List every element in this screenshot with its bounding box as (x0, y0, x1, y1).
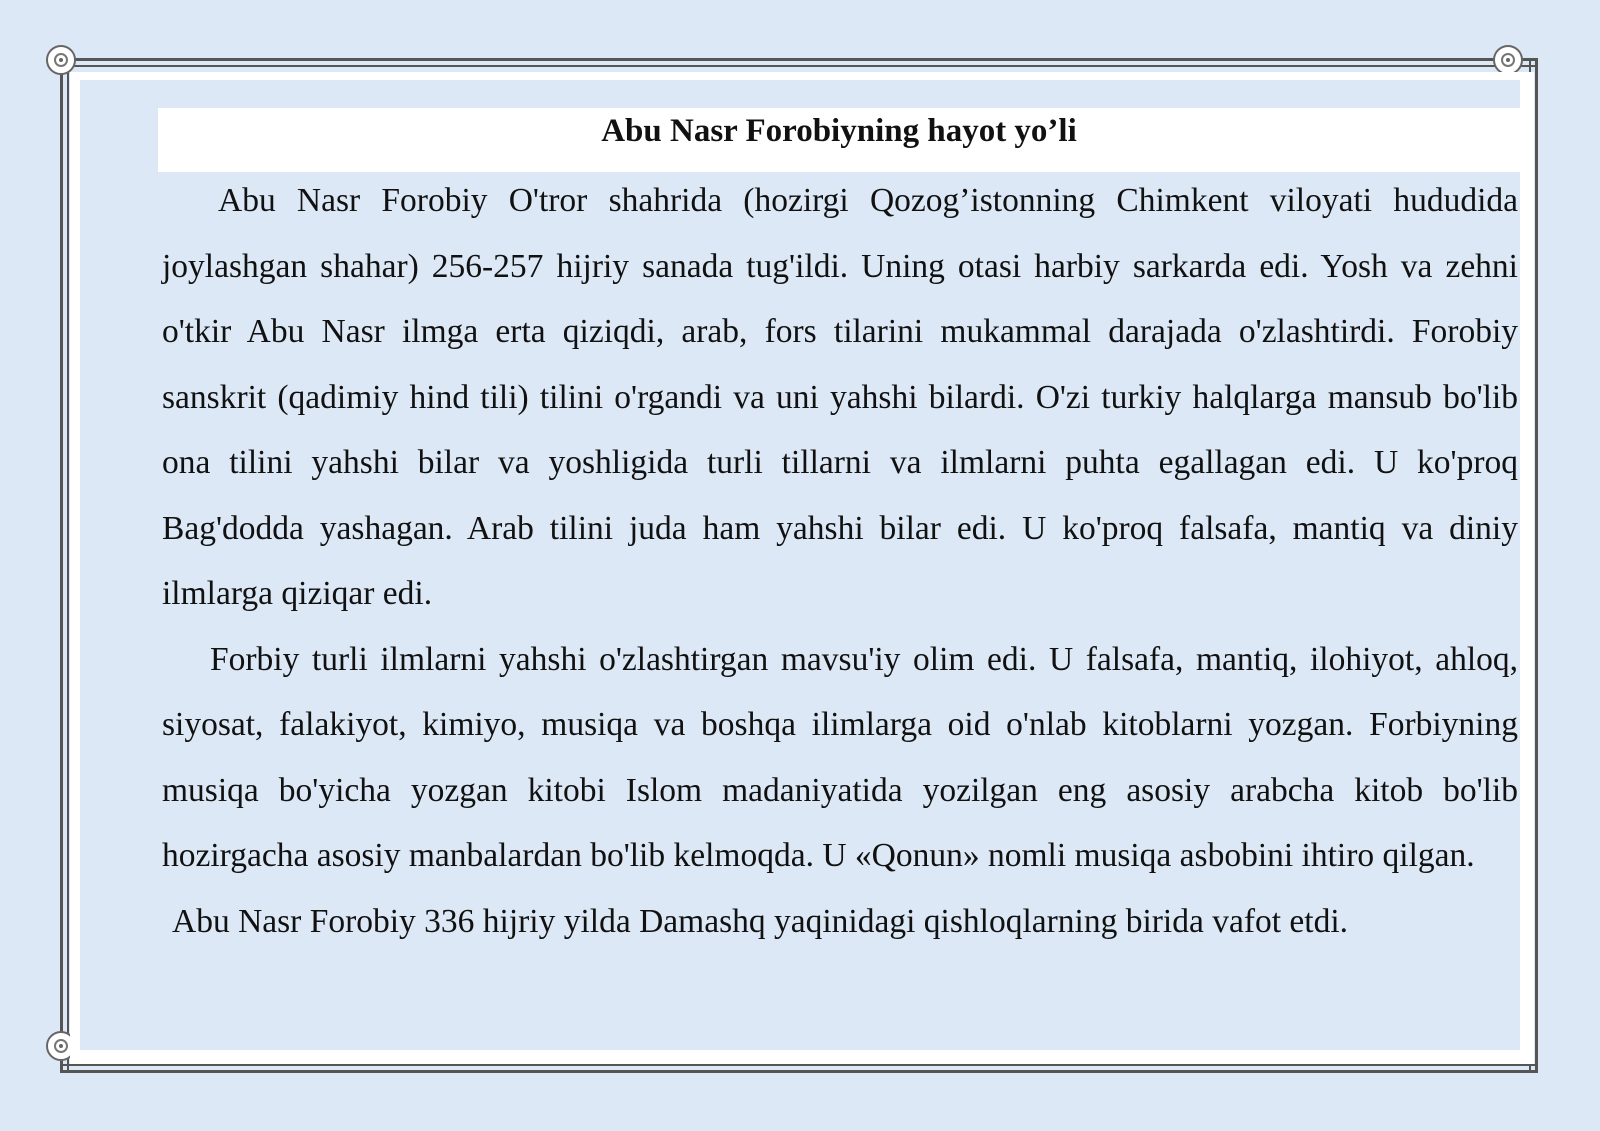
body-text (162, 168, 1518, 954)
corner-ornament-top-left (46, 45, 76, 75)
page-title: Abu Nasr Forobiyning hayot yo’li (601, 113, 1077, 149)
paragraph-1: Abu Nasr Forobiy O'tror shahrida (hozirgi Qozog’istonning Chimkent viloyati hududida joylashgan shahar) 256-257 hijriy sanada tug'ildi. Uning otasi harbiy sarkarda edi. Yosh va zehni o'tkir Abu Nasr ilmga erta qiziqdi, arab, fors tilarini mukammal darajada o'zlashtirdi. Forobiy sanskrit (qadimiy hind tili) tilini o'rgandi va uni yahshi bilardi. O'zi turkiy halqlarga mansub bo'lib ona tilini yahshi bilar va yoshligida turli tillarni va ilmlarni puhta egallagan edi. U ko'proq Bag'dodda yashagan. Arab tilini juda ham yahshi bilar edi. U ko'proq falsafa, mantiq va diniy ilmlarga qiziqar edi. (162, 182, 1518, 612)
corner-ornament-top-right (1493, 45, 1523, 75)
paragraph-2: Forbiy turli ilmlarni yahshi o'zlashtirgan mavsu'iy olim edi. U falsafa, mantiq, ilohiyot, ahloq, siyosat, falakiyot, kimiyo, musiqa va boshqa ilimlarga oid o'nlab kitoblarni yozgan. Forbiyning musiqa bo'yicha yozgan kitobi Islom madaniyatida yozilgan eng asosiy arabcha kitob bo'lib hozirgacha asosiy manbalardan bo'lib kelmoqda. U «Qonun» nomli musiqa asbobini ihtiro qilgan. (162, 640, 1518, 874)
paragraph-3: Abu Nasr Forobiy 336 hijriy yilda Damashq yaqinidagi qishloqlarning birida vafot etdi. (172, 902, 1349, 940)
